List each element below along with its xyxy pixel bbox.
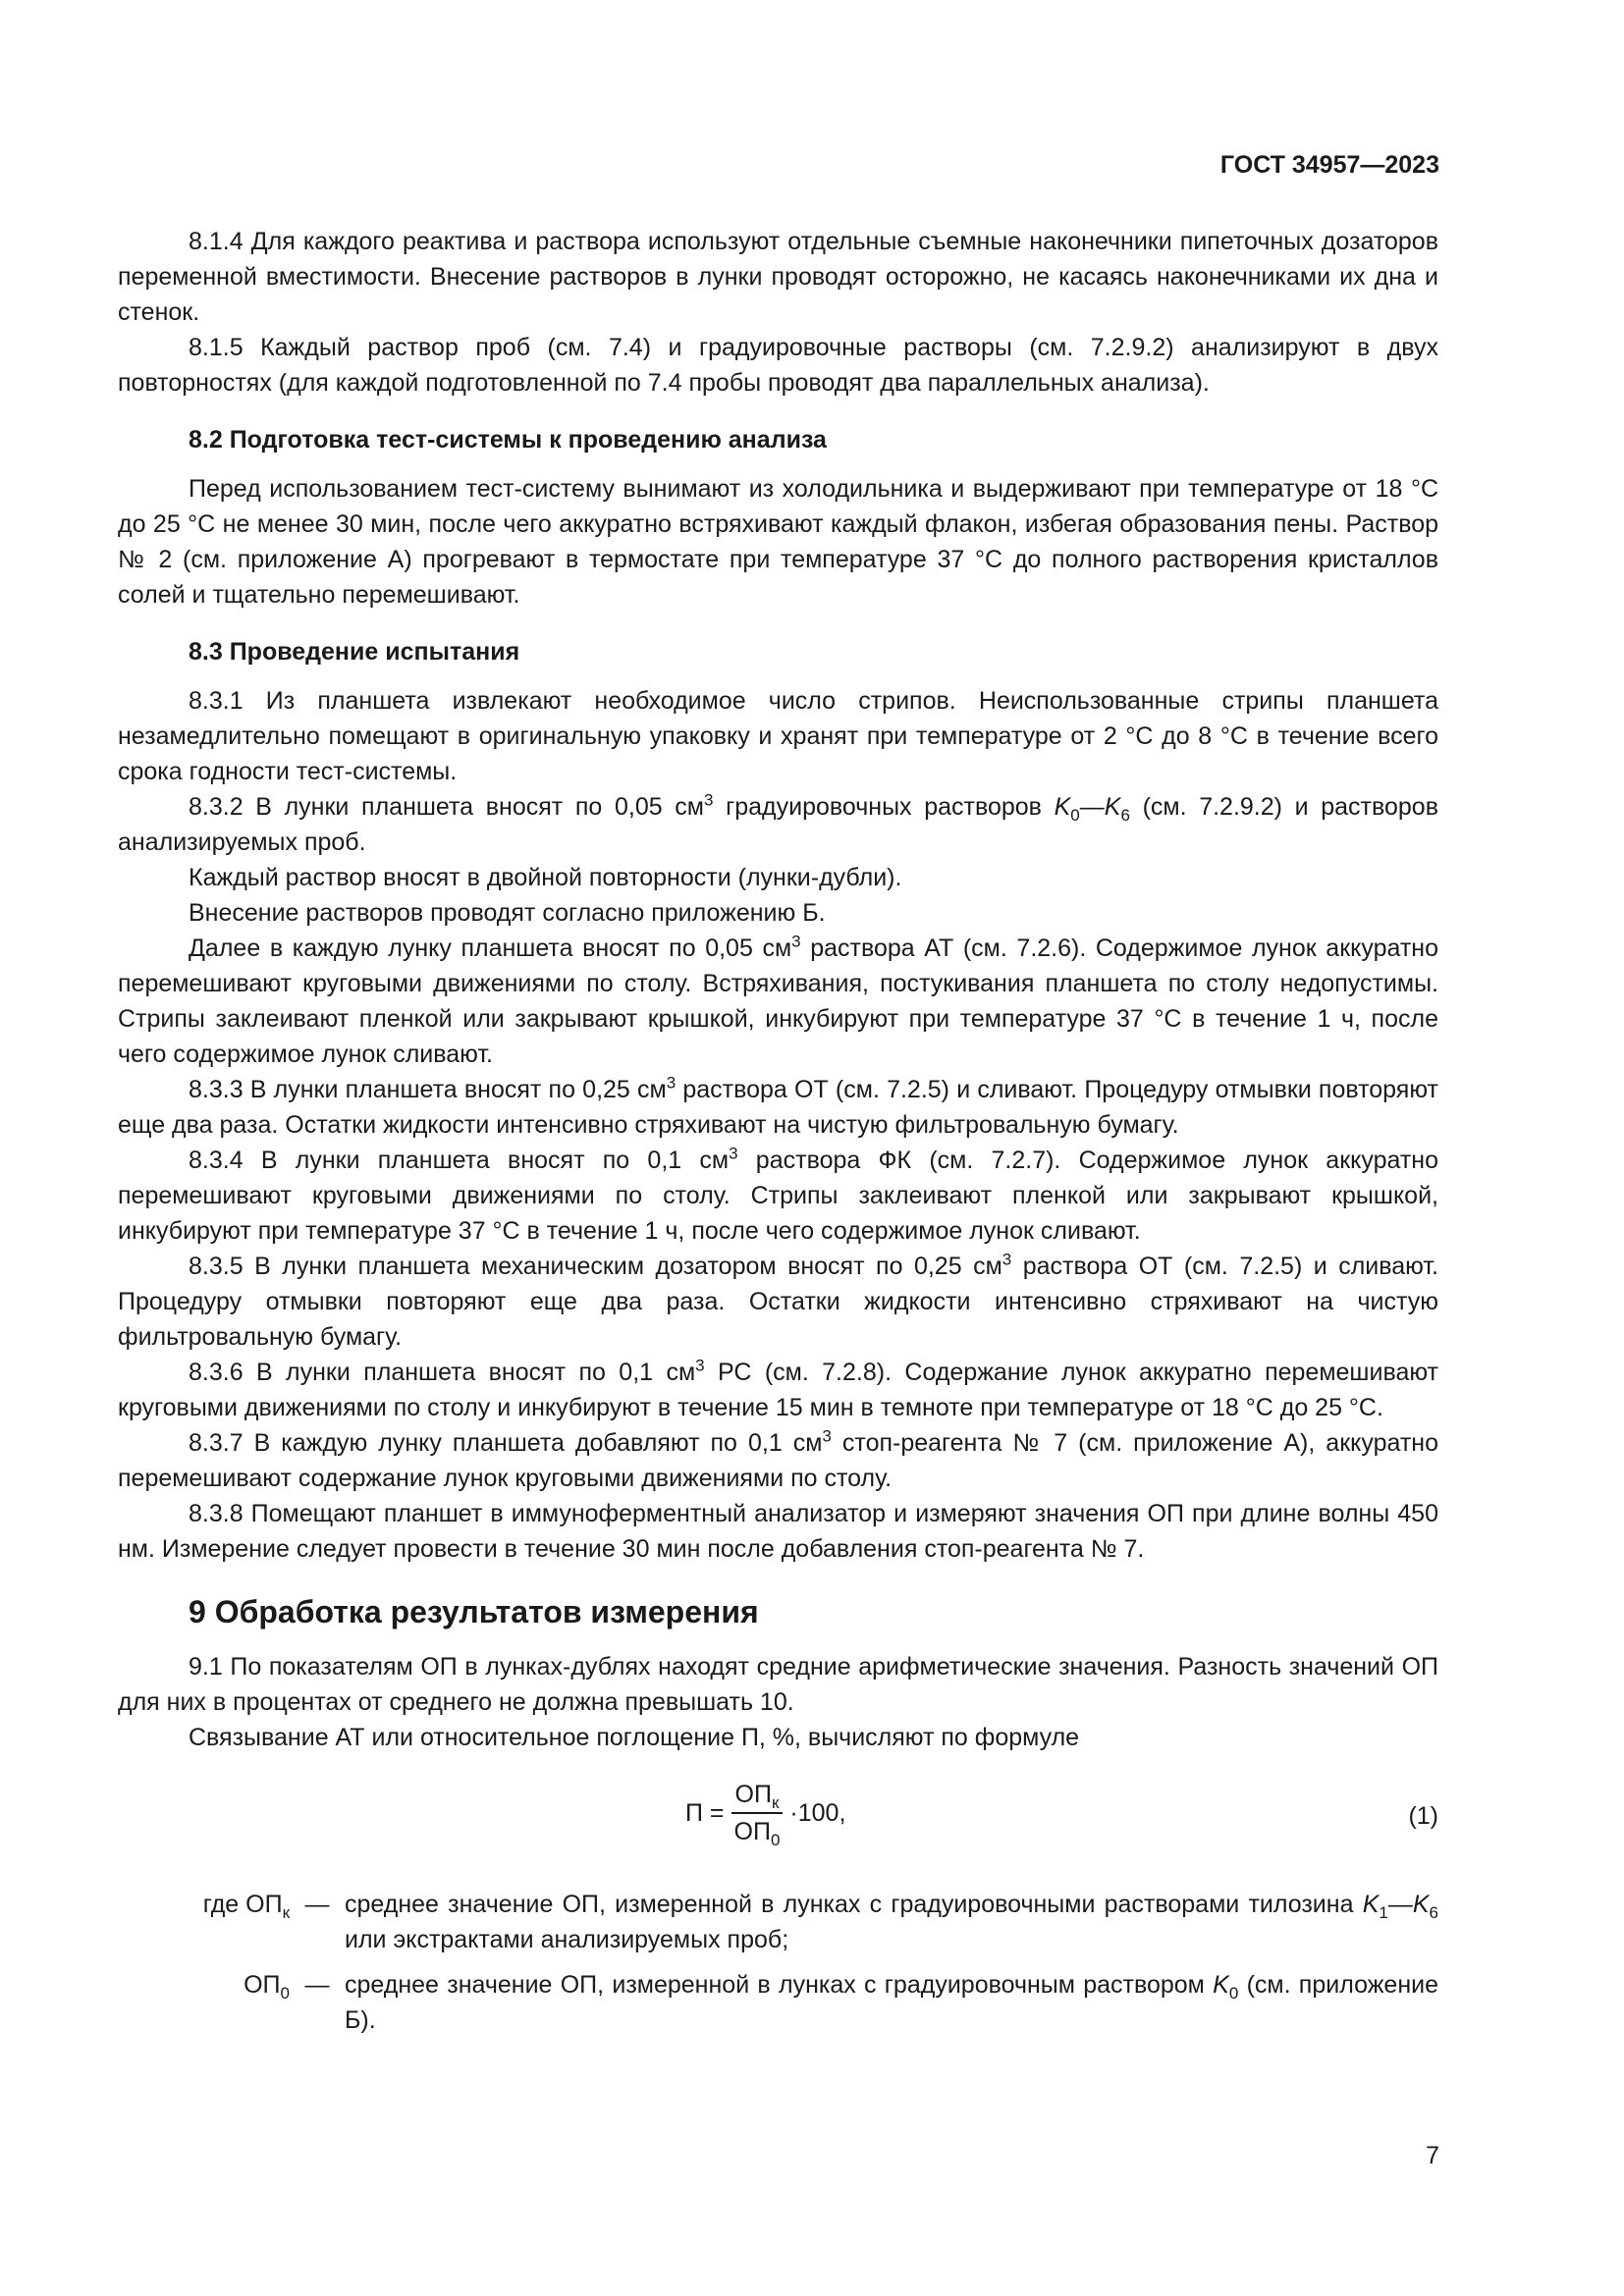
paragraph-8-3-7: 8.3.7 В каждую лунку планшета добавляют по 0,1 $см^3$ стоп-реагента № 7 (см. приложение А), аккуратно перемешивают содержание лунок круговыми движениями по столу. [118, 1426, 1438, 1492]
document-header-id: ГОСТ 34957—2023 [1219, 151, 1439, 179]
where-term: $ОП_0$ [244, 1971, 290, 2002]
where-row-opk [118, 1887, 1438, 1957]
paragraph-at-solution: Далее в каждую лунку планшета вносят по 0,05 $см^3$ раствора АТ (см. 7.2.6). Содержимое лунок аккуратно перемешивают круговыми движениями по столу. Встряхивания, постукивания планшета по столу недопустимы. Стрипы заклеивают пленкой или закрывают крышкой, инкубируют при температуре 37 °С в течение 1 ч, после чего содержимое лунок сливают. [118, 932, 1438, 1068]
where-term: где $ОП_к$ [202, 1891, 290, 1922]
paragraph-8-3-3: 8.3.3 В лунки планшета вносят по 0,25 $см^3$ раствора ОТ (см. 7.2.5) и сливают. Процедуру отмывки повторяют еще два раза. Остатки жидкости интенсивно стряхивают на чистую фильтровальную бумагу. [118, 1073, 1438, 1139]
paragraph-8-1-4: 8.1.4 Для каждого реактива и раствора используют отдельные съемные наконечники пипеточных дозаторов переменной вместимости. Внесение растворов в лунки проводят осторожно, не касаясь наконечниками их дна и стенок. [118, 228, 1438, 326]
formula-denominator: $ОП_0$ [733, 1818, 781, 1849]
paragraph-8-3-5: 8.3.5 В лунки планшета механическим дозатором вносят по 0,25 $см^3$ раствора ОТ (см. 7.2.5) и сливают. Процедуру отмывки повторяют еще два раза. Остатки жидкости интенсивно стряхивают на чистую фильтровальную бумагу. [118, 1250, 1438, 1351]
paragraph-8-3-8: 8.3.8 Помещают планшет в иммуноферментный анализатор и измеряют значения ОП при длине волны 450 нм. Измерение следует провести в течение 30 мин после добавления стоп-реагента № 7. [118, 1500, 1438, 1563]
document-body [118, 224, 1438, 2048]
formula-fraction [731, 1779, 785, 1847]
where-description: среднее значение ОП, измеренной в лунках с градуировочными растворами тилозина $K_1—K_6$ или экстрактами анализируемых проб; [345, 1891, 1438, 1953]
heading-8-2: 8.2 Подготовка тест-системы к проведению анализа [189, 426, 827, 454]
where-description: среднее значение ОП, измеренной в лунках с градуировочным раствором $K_0$ (см. приложение Б). [345, 1971, 1438, 2034]
paragraph-appendix-b: Внесение растворов проводят согласно приложению Б. [189, 899, 826, 927]
paragraph-duplicates: Каждый раствор вносят в двойной повторности (лунки-дубли). [189, 864, 902, 891]
where-dash: — [304, 1971, 330, 1999]
page-number: 7 [1426, 2142, 1439, 2169]
formula-body [685, 1779, 845, 1847]
paragraph-formula-intro: Связывание АТ или относительное поглощение П, %, вычисляют по формуле [189, 1724, 1080, 1751]
paragraph-8-1-5: 8.1.5 Каждый раствор проб (см. 7.4) и градуировочные растворы (см. 7.2.9.2) анализируют в двух повторностях (для каждой подготовленной по 7.4 пробы проводят два параллельных анализа). [118, 334, 1438, 397]
where-block [118, 1887, 1438, 2038]
heading-8-3: 8.3 Проведение испытания [189, 638, 520, 666]
where-dash: — [304, 1891, 330, 1918]
paragraph-8-3-4: 8.3.4 В лунки планшета вносят по 0,1 $см^3$ раствора ФК (см. 7.2.7). Содержимое лунок аккуратно перемешивают круговыми движениями по столу. Стрипы заклеивают пленкой или закрывают крышкой, инкубируют при температуре 37 °С в течение 1 ч, после чего содержимое лунок сливают. [118, 1144, 1438, 1245]
formula-numerator: $ОП_к$ [731, 1779, 784, 1814]
formula-1 [118, 1771, 1438, 1865]
paragraph-9-1: 9.1 По показателям ОП в лунках-дублях находят средние арифметические значения. Разность значений ОП для них в процентах от среднего не должна превышать 10. [118, 1653, 1438, 1716]
paragraph-8-3-1: 8.3.1 Из планшета извлекают необходимое число стрипов. Неиспользованные стрипы планшета незамедлительно помещают в оригинальную упаковку и хранят при температуре от 2 °С до 8 °С в течение всего срока годности тест-системы. [118, 687, 1438, 785]
formula-rhs: ·100, [789, 1799, 846, 1827]
formula-lhs: П = [685, 1799, 725, 1827]
paragraph-8-3-2: 8.3.2 В лунки планшета вносят по 0,05 $см^3$ градуировочных растворов $K_0—K_6$ (см. 7.2.9.2) и растворов анализируемых проб. [118, 790, 1438, 856]
paragraph-8-3-6: 8.3.6 В лунки планшета вносят по 0,1 $см^3$ РС (см. 7.2.8). Содержание лунок аккуратно перемешивают круговыми движениями по столу и инкубируют в течение 15 мин в темноте при температуре от 18 °С до 25 °С. [118, 1356, 1439, 1421]
formula-number: (1) [1408, 1802, 1438, 1830]
where-row-op0 [118, 1967, 1438, 2038]
heading-section-9: 9 Обработка результатов измерения [189, 1594, 759, 1629]
paragraph-8-2: Перед использованием тест-систему вынимают из холодильника и выдерживают при температуре от 18 °С до 25 °С не менее 30 мин, после чего аккуратно встряхивают каждый флакон, избегая образования пены. Раствор № 2 (см. приложение А) прогревают в термостате при температуре 37 °С до полного растворения кристаллов солей и тщательно перемешивают. [118, 475, 1438, 609]
